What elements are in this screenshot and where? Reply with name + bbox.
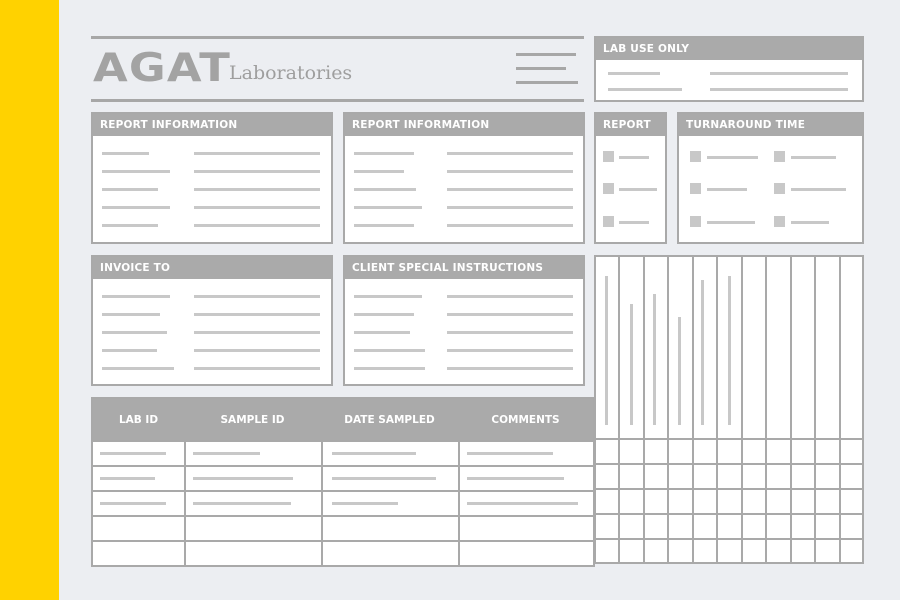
option-label bbox=[707, 188, 747, 191]
field-label bbox=[102, 224, 158, 227]
option-label bbox=[619, 188, 657, 191]
cell-sample-id[interactable] bbox=[184, 467, 321, 490]
cell-date-sampled[interactable] bbox=[321, 542, 458, 565]
field-label bbox=[354, 188, 416, 191]
cell-lab-id[interactable] bbox=[93, 467, 184, 490]
cell-sample-id[interactable] bbox=[184, 517, 321, 540]
cell-sample-id[interactable] bbox=[184, 442, 321, 465]
report-panel bbox=[594, 112, 667, 244]
field-line[interactable] bbox=[447, 224, 573, 227]
cell-date-sampled[interactable] bbox=[321, 517, 458, 540]
cell-lab-id[interactable] bbox=[93, 492, 184, 515]
report-information-panel-1 bbox=[91, 112, 333, 244]
panel-title: REPORT INFORMATION bbox=[345, 114, 583, 136]
field-label bbox=[354, 331, 410, 334]
field-line[interactable] bbox=[194, 206, 320, 209]
panel-title: REPORT bbox=[596, 114, 665, 136]
field-label bbox=[354, 206, 422, 209]
field-line[interactable] bbox=[194, 170, 320, 173]
cell-comments[interactable] bbox=[458, 467, 593, 490]
invoice-to-panel bbox=[91, 255, 333, 386]
field-line[interactable] bbox=[710, 72, 848, 75]
turnaround-checkbox[interactable] bbox=[690, 216, 701, 227]
field-label bbox=[102, 313, 160, 316]
field-line[interactable] bbox=[194, 331, 320, 334]
field-line[interactable] bbox=[194, 349, 320, 352]
field-line[interactable] bbox=[194, 224, 320, 227]
field-line[interactable] bbox=[447, 170, 573, 173]
option-label bbox=[791, 188, 846, 191]
report-checkbox[interactable] bbox=[603, 151, 614, 162]
field-line[interactable] bbox=[447, 206, 573, 209]
header-rule-top bbox=[91, 36, 584, 39]
field-label bbox=[102, 295, 170, 298]
analysis-header-line bbox=[653, 294, 656, 425]
option-label bbox=[791, 221, 829, 224]
field-label bbox=[102, 206, 170, 209]
analysis-header-line bbox=[728, 276, 731, 425]
logo-subtitle: Laboratories bbox=[229, 62, 353, 84]
report-information-panel-2 bbox=[343, 112, 585, 244]
option-label bbox=[707, 221, 755, 224]
field-line[interactable] bbox=[447, 295, 573, 298]
panel-title: TURNAROUND TIME bbox=[679, 114, 862, 136]
field-label bbox=[102, 188, 158, 191]
cell-lab-id[interactable] bbox=[93, 517, 184, 540]
field-label bbox=[354, 224, 414, 227]
panel-title: CLIENT SPECIAL INSTRUCTIONS bbox=[345, 257, 583, 279]
field-label bbox=[102, 152, 149, 155]
field-line[interactable] bbox=[194, 152, 320, 155]
table-row bbox=[93, 440, 593, 465]
field-line[interactable] bbox=[447, 331, 573, 334]
field-line[interactable] bbox=[710, 88, 848, 91]
field-label bbox=[102, 349, 157, 352]
field-line[interactable] bbox=[194, 188, 320, 191]
cell-date-sampled[interactable] bbox=[321, 467, 458, 490]
analysis-header-line bbox=[678, 317, 681, 425]
field-line[interactable] bbox=[447, 188, 573, 191]
field-label bbox=[102, 367, 174, 370]
field-line[interactable] bbox=[447, 313, 573, 316]
agat-logo: AGAT bbox=[93, 46, 231, 91]
analysis-grid bbox=[594, 255, 864, 564]
turnaround-checkbox[interactable] bbox=[774, 151, 785, 162]
column-header-lab-id: LAB ID bbox=[118, 413, 159, 426]
field-label bbox=[354, 313, 414, 316]
turnaround-checkbox[interactable] bbox=[690, 151, 701, 162]
column-header-sample-id: SAMPLE ID bbox=[220, 413, 285, 426]
cell-comments[interactable] bbox=[458, 492, 593, 515]
table-row bbox=[93, 465, 593, 490]
client-special-instructions-panel bbox=[343, 255, 585, 386]
field-line[interactable] bbox=[194, 295, 320, 298]
header-rule-bottom bbox=[91, 99, 584, 102]
cell-sample-id[interactable] bbox=[184, 492, 321, 515]
table-row bbox=[93, 540, 593, 565]
cell-lab-id[interactable] bbox=[93, 442, 184, 465]
field-label bbox=[102, 170, 170, 173]
option-label bbox=[619, 156, 649, 159]
sample-table bbox=[91, 397, 595, 567]
table-row bbox=[93, 490, 593, 515]
turnaround-time-panel bbox=[677, 112, 864, 244]
turnaround-checkbox[interactable] bbox=[774, 216, 785, 227]
brand-accent-stripe bbox=[0, 0, 59, 600]
field-line[interactable] bbox=[447, 152, 573, 155]
cell-comments[interactable] bbox=[458, 517, 593, 540]
cell-lab-id[interactable] bbox=[93, 542, 184, 565]
lab-use-only-panel bbox=[594, 36, 864, 102]
table-header bbox=[93, 399, 593, 440]
panel-title: LAB USE ONLY bbox=[596, 38, 862, 60]
column-header-date-sampled: DATE SAMPLED bbox=[344, 413, 435, 426]
report-checkbox[interactable] bbox=[603, 216, 614, 227]
field-line[interactable] bbox=[608, 72, 660, 75]
cell-sample-id[interactable] bbox=[184, 542, 321, 565]
turnaround-checkbox[interactable] bbox=[690, 183, 701, 194]
cell-date-sampled[interactable] bbox=[321, 492, 458, 515]
field-line[interactable] bbox=[608, 88, 682, 91]
field-line[interactable] bbox=[194, 367, 320, 370]
panel-title: REPORT INFORMATION bbox=[93, 114, 331, 136]
turnaround-checkbox[interactable] bbox=[774, 183, 785, 194]
option-label bbox=[707, 156, 758, 159]
cell-date-sampled[interactable] bbox=[321, 442, 458, 465]
field-label bbox=[354, 367, 425, 370]
analysis-header-line bbox=[630, 304, 633, 425]
analysis-header-line bbox=[605, 276, 608, 425]
field-line[interactable] bbox=[447, 367, 573, 370]
field-label bbox=[354, 295, 422, 298]
field-label bbox=[354, 152, 414, 155]
table-row bbox=[93, 515, 593, 540]
field-label bbox=[354, 170, 404, 173]
analysis-header-line bbox=[701, 280, 704, 425]
field-label bbox=[354, 349, 425, 352]
cell-comments[interactable] bbox=[458, 442, 593, 465]
panel-title: INVOICE TO bbox=[93, 257, 331, 279]
field-label bbox=[102, 331, 167, 334]
field-line[interactable] bbox=[194, 313, 320, 316]
cell-comments[interactable] bbox=[458, 542, 593, 565]
column-header-comments: COMMENTS bbox=[491, 413, 560, 426]
option-label bbox=[791, 156, 836, 159]
report-checkbox[interactable] bbox=[603, 183, 614, 194]
option-label bbox=[619, 221, 649, 224]
field-line[interactable] bbox=[447, 349, 573, 352]
